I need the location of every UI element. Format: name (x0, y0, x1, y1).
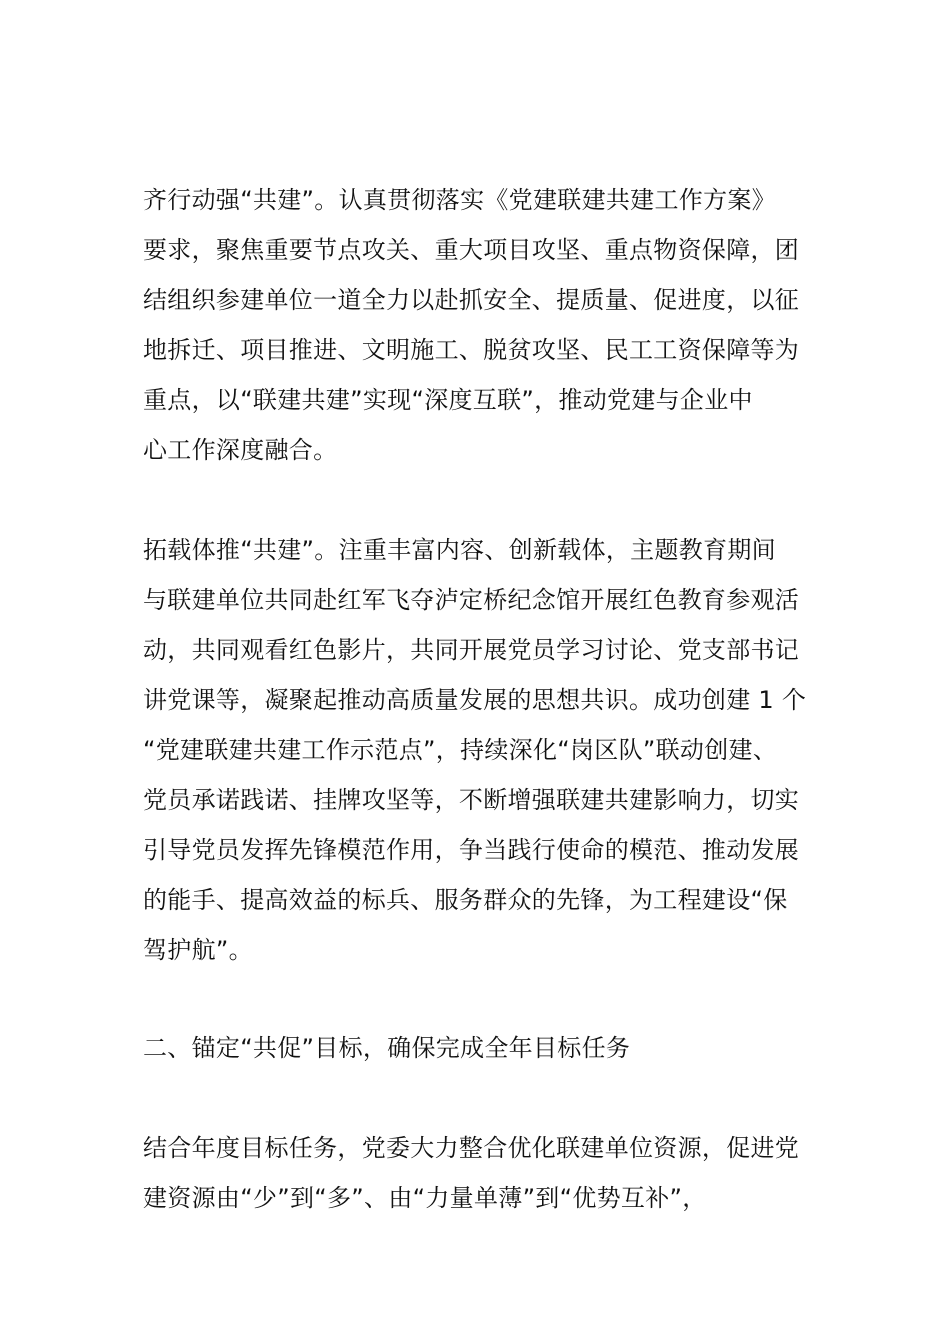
text-line: 心工作深度融合。 (143, 436, 338, 464)
text-line: “党建联建共建工作示范点”，持续深化“岗区队”联动创建、 (143, 736, 778, 764)
text-line: 重点，以“联建共建”实现“深度互联”，推动党建与企业中 (143, 386, 753, 414)
text-line: 的能手、提高效益的标兵、服务群众的先锋，为工程建设“保 (143, 886, 788, 914)
text-line: 讲党课等，凝聚起推动高质量发展的思想共识。成功创建 1 个 (143, 686, 807, 714)
text-line: 驾护航”。 (143, 936, 253, 964)
text-line: 党员承诺践诺、挂牌攻坚等，不断增强联建共建影响力，切实 (143, 786, 800, 814)
text-line: 要求，聚焦重要节点攻关、重大项目攻坚、重点物资保障，团 (143, 236, 800, 264)
text-line: 建资源由“少”到“多”、由“力量单薄”到“优势互补”， (143, 1184, 707, 1212)
text-line: 动，共同观看红色影片，共同开展党员学习讨论、党支部书记 (143, 636, 800, 664)
text-line: 拓载体推“共建”。注重丰富内容、创新载体，主题教育期间 (143, 536, 776, 564)
text-line: 齐行动强“共建”。认真贯彻落实《党建联建共建工作方案》 (143, 186, 776, 214)
text-line: 结组织参建单位一道全力以赴抓安全、提质量、促进度，以征 (143, 286, 800, 314)
text-line: 引导党员发挥先锋模范作用，争当践行使命的模范、推动发展 (143, 836, 800, 864)
heading-line: 二、锚定“共促”目标，确保完成全年目标任务 (143, 1034, 631, 1062)
text-line: 结合年度目标任务，党委大力整合优化联建单位资源，促进党 (143, 1134, 800, 1162)
text-line: 与联建单位共同赴红军飞夺泸定桥纪念馆开展红色教育参观活 (143, 586, 800, 614)
text-line: 地拆迁、项目推进、文明施工、脱贫攻坚、民工工资保障等为 (143, 336, 800, 364)
